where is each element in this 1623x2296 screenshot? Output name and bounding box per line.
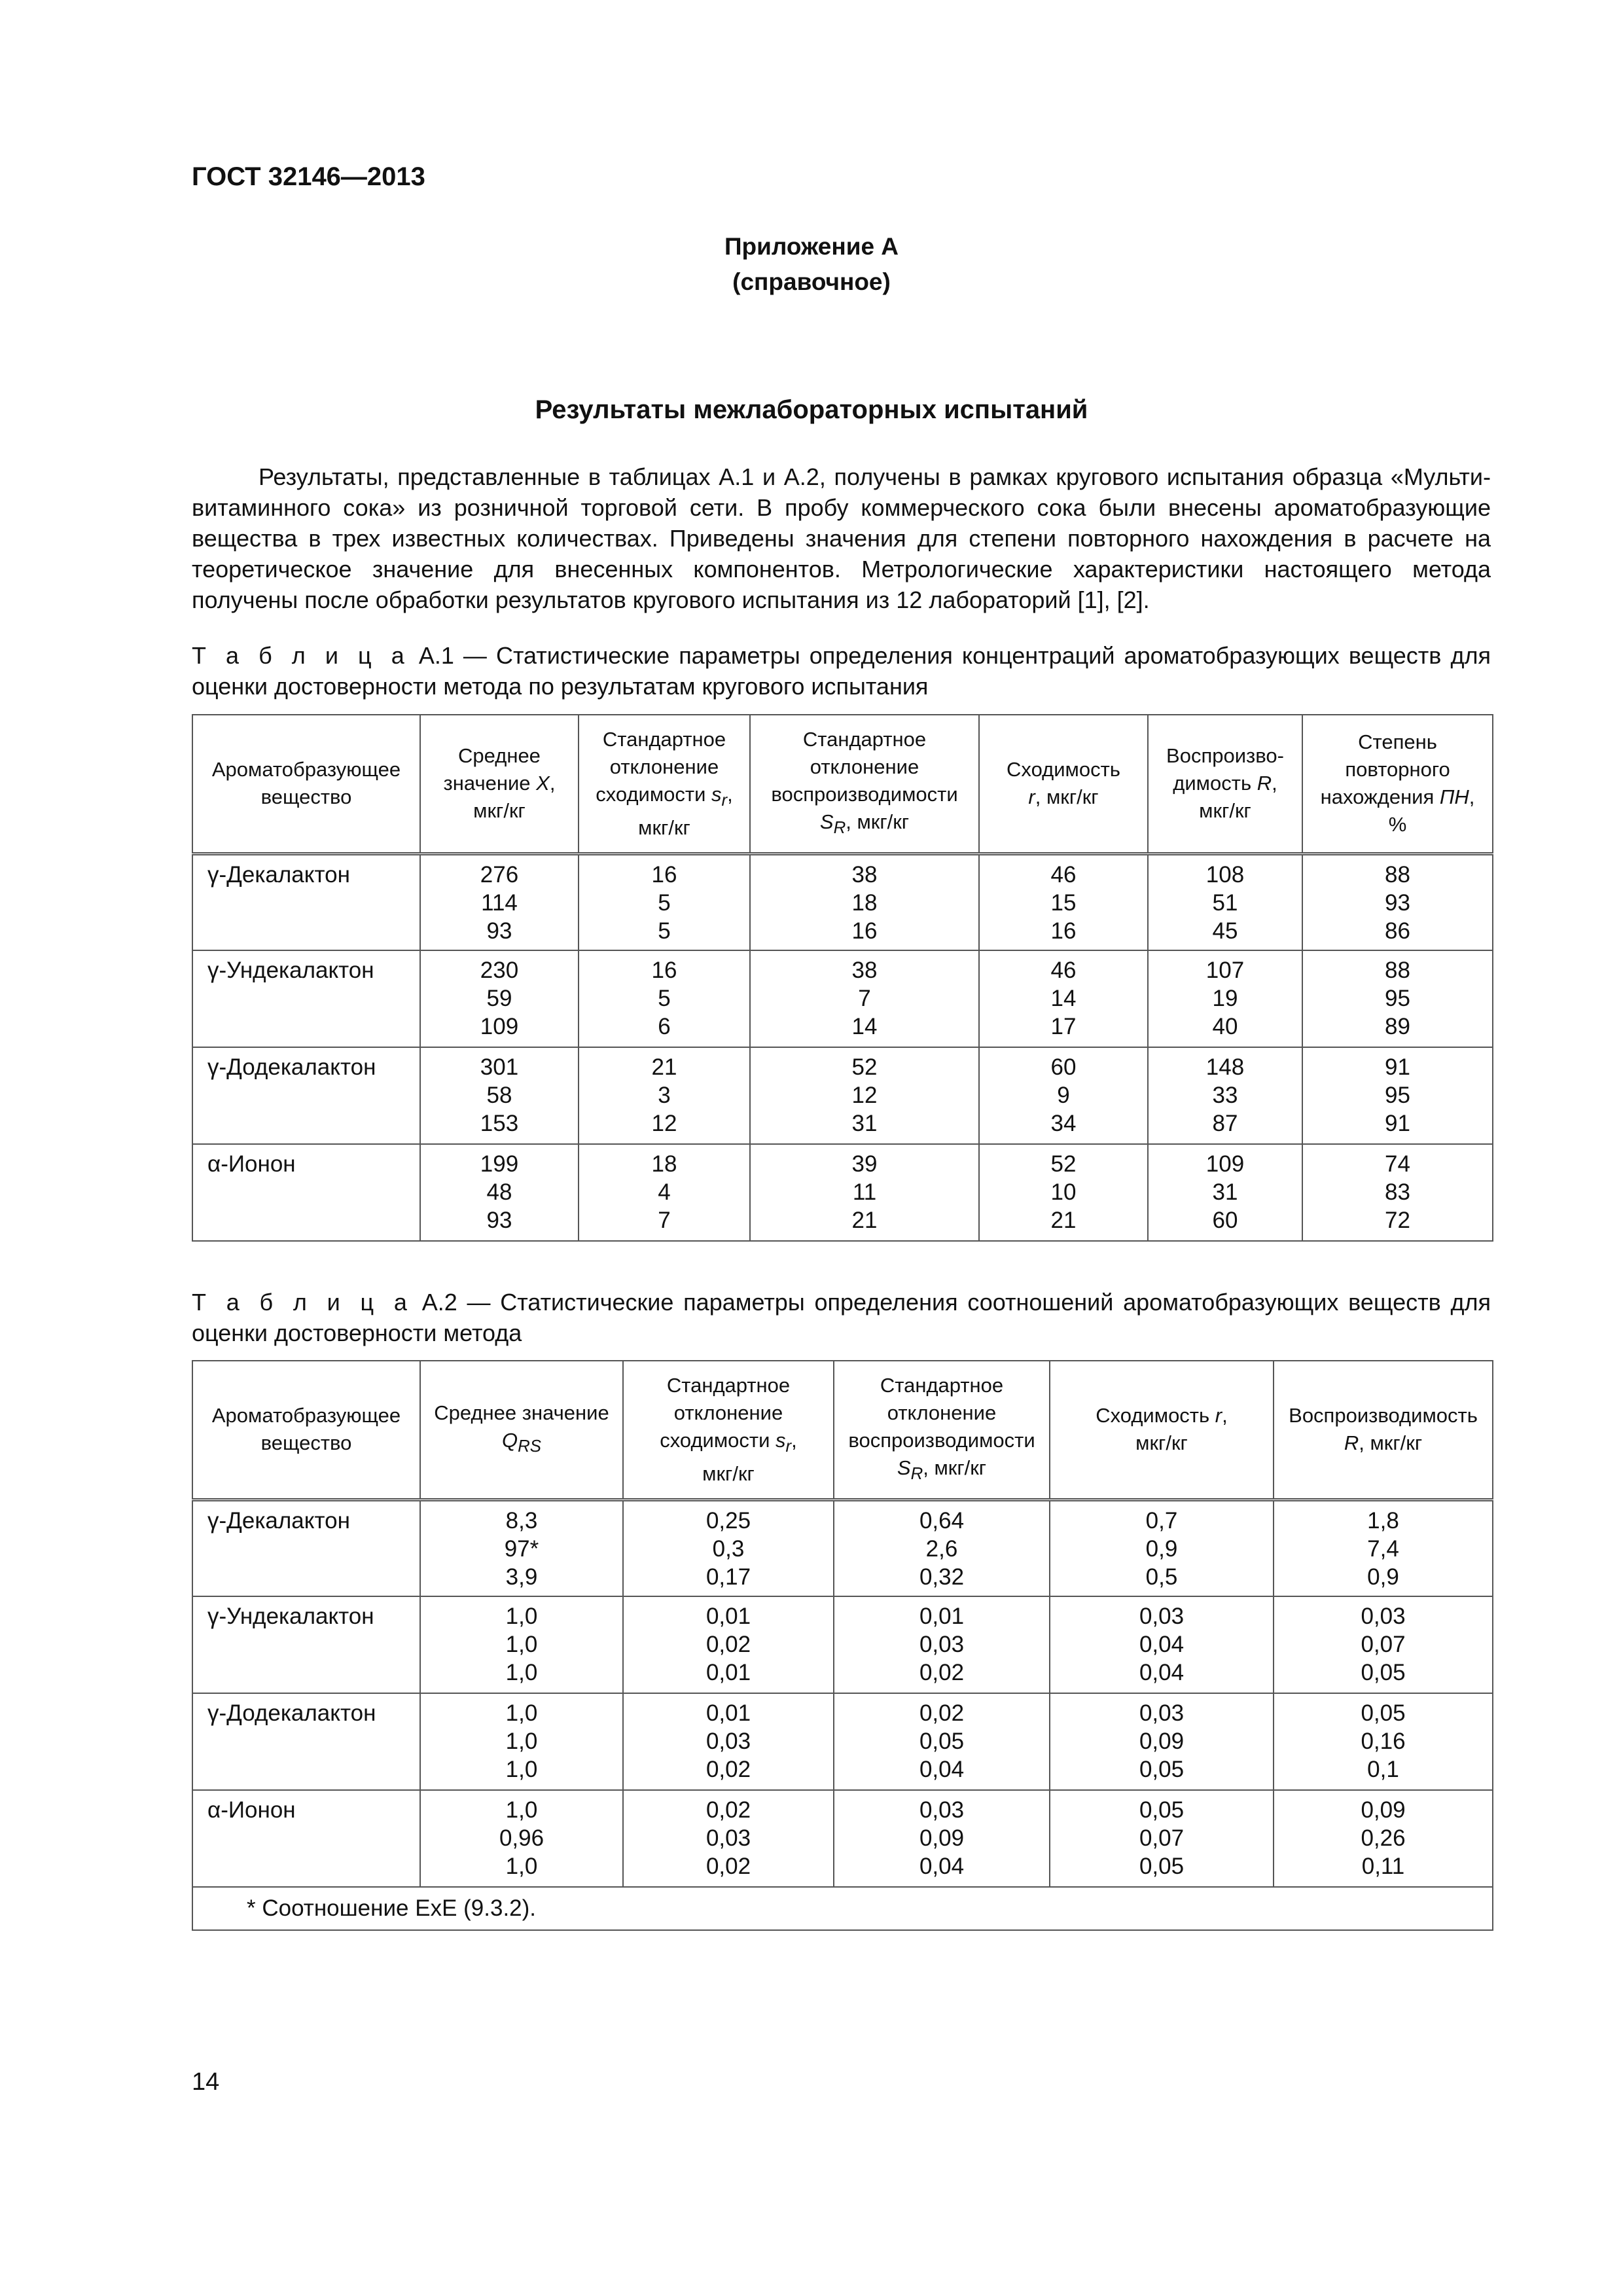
cell-value: 0,02 <box>705 1632 751 1657</box>
cell-value: 0,05 <box>1139 1757 1185 1782</box>
value-cell-R <box>1148 950 1302 1047</box>
cell-value: 93 <box>1385 889 1410 916</box>
cell-value: 91 <box>1385 1111 1410 1136</box>
cell-value: 7,4 <box>1367 1535 1399 1562</box>
cell-value: 0,01 <box>705 1604 751 1629</box>
cell-value: 3 <box>658 1083 671 1108</box>
cell-value: 0,02 <box>705 1797 751 1823</box>
cell-value: 0,01 <box>705 1660 751 1685</box>
cell-value: 0,07 <box>1139 1825 1185 1851</box>
table1-header-row <box>192 715 1493 853</box>
cell-value: 0,64 <box>919 1507 965 1534</box>
cell-value: 0,03 <box>1139 1700 1185 1726</box>
cell-value: 40 <box>1212 1014 1238 1039</box>
cell-value: 0,11 <box>1361 1854 1405 1879</box>
value-cell-sr <box>579 950 750 1047</box>
cell-value: 0,5 <box>1145 1564 1178 1590</box>
cell-value: 95 <box>1385 986 1410 1011</box>
table1-header-substance: Ароматобразующее вещество <box>192 715 420 853</box>
cell-value: 0,09 <box>919 1825 965 1851</box>
cell-value: 16 <box>1050 918 1077 944</box>
cell-value: 0,05 <box>919 1729 965 1754</box>
cell-value: 108 <box>1205 861 1245 888</box>
cell-value: 107 <box>1205 958 1245 983</box>
cell-value: 0,1 <box>1367 1757 1399 1782</box>
cell-value: 0,7 <box>1145 1507 1178 1534</box>
value-cell-SR <box>750 853 979 950</box>
cell-value: 1,0 <box>505 1729 538 1754</box>
table-row <box>192 1596 1493 1693</box>
value-cell-R <box>1274 1790 1493 1887</box>
cell-value: 93 <box>486 918 512 944</box>
cell-value: 0,02 <box>705 1757 751 1782</box>
table-2 <box>192 1360 1493 1931</box>
cell-value: 89 <box>1385 1014 1410 1039</box>
cell-value: 153 <box>480 1111 519 1136</box>
value-cell-sr <box>623 1596 834 1693</box>
cell-value: 21 <box>1050 1208 1077 1233</box>
cell-value: 1,8 <box>1367 1507 1399 1534</box>
substance-cell: γ-Декалактон <box>192 1499 420 1596</box>
cell-value: 52 <box>1050 1151 1077 1177</box>
cell-value: 0,03 <box>1361 1604 1406 1629</box>
cell-value: 0,26 <box>1361 1825 1406 1851</box>
value-cell-R <box>1274 1596 1493 1693</box>
table2-header-R: Воспроизводимость R, мкг/кг <box>1274 1361 1493 1499</box>
value-cell-R <box>1274 1693 1493 1790</box>
cell-value: 0,04 <box>919 1854 965 1879</box>
cell-value: 39 <box>851 1151 878 1177</box>
substance-cell: γ-Додекалактон <box>192 1693 420 1790</box>
value-cell-r <box>1050 1693 1274 1790</box>
cell-value: 109 <box>480 1014 519 1039</box>
cell-value: 9 <box>1057 1083 1070 1108</box>
value-cell-r <box>979 1144 1148 1241</box>
value-cell-q <box>420 1790 623 1887</box>
cell-value: 0,9 <box>1145 1535 1178 1562</box>
cell-value: 0,03 <box>705 1825 751 1851</box>
table1-caption <box>192 640 1491 702</box>
document-code: ГОСТ 32146—2013 <box>192 162 425 191</box>
cell-value: 0,03 <box>705 1729 751 1754</box>
table2-header-r: Сходимость r, мкг/кг <box>1050 1361 1274 1499</box>
table2-label: Т а б л и ц а <box>192 1289 412 1316</box>
value-cell-SR <box>834 1499 1050 1596</box>
cell-value: 1,0 <box>505 1854 538 1879</box>
value-cell-pn <box>1302 853 1493 950</box>
intro-text: Результаты, представленные в таблицах А.1 и А.2, получены в рамках кругового испытания образца «Мульти-витаминного сока» из розничной торговой сети. В пробу коммерческого сока были внесены ароматобразующие вещества в трех известных количествах. Приведены значения для степени повторного нахождения в расчете на теоретическое значение для внесенных компонентов. Метрологические характеристики настоящего метода получены после обработки результатов кругового испытания из 12 лабораторий [1], [2]. <box>192 463 1491 613</box>
cell-value: 0,32 <box>919 1564 965 1590</box>
value-cell-R <box>1274 1499 1493 1596</box>
cell-value: 5 <box>658 986 671 1011</box>
cell-value: 276 <box>480 861 519 888</box>
value-cell-r <box>1050 1596 1274 1693</box>
cell-value: 3,9 <box>505 1564 538 1590</box>
cell-value: 0,02 <box>919 1700 965 1726</box>
cell-value: 88 <box>1385 861 1410 888</box>
value-cell-sr <box>579 1144 750 1241</box>
value-cell-R <box>1148 853 1302 950</box>
cell-value: 52 <box>851 1054 878 1080</box>
cell-value: 16 <box>651 861 677 888</box>
cell-value: 230 <box>480 958 519 983</box>
cell-value: 16 <box>851 918 878 944</box>
value-cell-SR <box>834 1790 1050 1887</box>
table-row <box>192 1790 1493 1887</box>
cell-value: 0,9 <box>1367 1564 1399 1590</box>
table2-footnote: * Соотношение ExE (9.3.2). <box>192 1887 1493 1930</box>
cell-value: 38 <box>851 958 878 983</box>
cell-value: 16 <box>651 958 677 983</box>
cell-value: 91 <box>1385 1054 1410 1080</box>
cell-value: 199 <box>480 1151 519 1177</box>
value-cell-sr <box>623 1499 834 1596</box>
value-cell-sr <box>623 1790 834 1887</box>
cell-value: 60 <box>1050 1054 1077 1080</box>
substance-cell: γ-Додекалактон <box>192 1047 420 1144</box>
cell-value: 7 <box>858 986 871 1011</box>
cell-value: 21 <box>651 1054 677 1080</box>
cell-value: 0,03 <box>919 1797 965 1823</box>
table1-header-sr: Стандартное отклонение сходимости $s_r$, мкг/кг <box>579 715 750 853</box>
cell-value: 0,25 <box>705 1507 751 1534</box>
cell-value: 58 <box>486 1083 512 1108</box>
cell-value: 1,0 <box>505 1604 538 1629</box>
cell-value: 0,02 <box>919 1660 965 1685</box>
value-cell-r <box>979 1047 1148 1144</box>
table2-caption-text: А.2 — Статистические параметры определения соотношений ароматобразующих веществ для оценки достоверности метода <box>192 1289 1491 1346</box>
cell-value: 18 <box>851 889 878 916</box>
cell-value: 34 <box>1050 1111 1077 1136</box>
value-cell-SR <box>750 1047 979 1144</box>
value-cell-r <box>1050 1790 1274 1887</box>
cell-value: 0,07 <box>1361 1632 1406 1657</box>
cell-value: 0,04 <box>1139 1660 1185 1685</box>
substance-cell: γ-Декалактон <box>192 853 420 950</box>
value-cell-q <box>420 1499 623 1596</box>
value-cell-R <box>1148 1144 1302 1241</box>
cell-value: 0,09 <box>1361 1797 1406 1823</box>
cell-value: 14 <box>1050 986 1077 1011</box>
cell-value: 1,0 <box>505 1700 538 1726</box>
value-cell-sr <box>579 1047 750 1144</box>
substance-cell: α-Ионон <box>192 1144 420 1241</box>
cell-value: 83 <box>1385 1179 1410 1205</box>
cell-value: 97* <box>504 1535 539 1562</box>
cell-value: 1,0 <box>505 1797 538 1823</box>
value-cell-sr <box>623 1693 834 1790</box>
cell-value: 0,17 <box>705 1564 751 1590</box>
cell-value: 0,96 <box>499 1825 544 1851</box>
intro-paragraph <box>192 461 1491 615</box>
cell-value: 0,05 <box>1361 1700 1406 1726</box>
cell-value: 17 <box>1050 1014 1077 1039</box>
table2-header-SR: Стандартное отклонение воспроизводимости $S_R$, мкг/кг <box>834 1361 1050 1499</box>
cell-value: 19 <box>1212 986 1238 1011</box>
substance-cell: γ-Ундекалактон <box>192 1596 420 1693</box>
cell-value: 0,01 <box>705 1700 751 1726</box>
cell-value: 18 <box>651 1151 677 1177</box>
value-cell-SR <box>750 1144 979 1241</box>
table-row <box>192 1693 1493 1790</box>
value-cell-sr <box>579 853 750 950</box>
value-cell-R <box>1148 1047 1302 1144</box>
cell-value: 0,3 <box>712 1535 745 1562</box>
value-cell-r <box>1050 1499 1274 1596</box>
page-number: 14 <box>192 2068 220 2096</box>
cell-value: 60 <box>1212 1208 1238 1233</box>
cell-value: 1,0 <box>505 1632 538 1657</box>
cell-value: 93 <box>486 1208 512 1233</box>
value-cell-q <box>420 1693 623 1790</box>
cell-value: 31 <box>1212 1179 1238 1205</box>
cell-value: 8,3 <box>505 1507 538 1534</box>
table2-header-sr: Стандартное отклонение сходимости $s_r$, мкг/кг <box>623 1361 834 1499</box>
cell-value: 7 <box>658 1208 671 1233</box>
table-row <box>192 950 1493 1047</box>
table1-caption-text: А.1 — Статистические параметры определения концентраций ароматобразующих веществ для оценки достоверности метода по результатам кругового испытания <box>192 642 1491 700</box>
value-cell-x <box>420 1047 579 1144</box>
cell-value: 0,05 <box>1139 1854 1185 1879</box>
cell-value: 1,0 <box>505 1660 538 1685</box>
cell-value: 46 <box>1050 958 1077 983</box>
table-row <box>192 1047 1493 1144</box>
cell-value: 0,03 <box>1139 1604 1185 1629</box>
cell-value: 1,0 <box>505 1757 538 1782</box>
cell-value: 0,05 <box>1361 1660 1406 1685</box>
value-cell-x <box>420 853 579 950</box>
cell-value: 0,04 <box>1139 1632 1185 1657</box>
cell-value: 38 <box>851 861 878 888</box>
value-cell-r <box>979 853 1148 950</box>
cell-value: 12 <box>851 1083 878 1108</box>
cell-value: 72 <box>1385 1208 1410 1233</box>
cell-value: 109 <box>1205 1151 1245 1177</box>
cell-value: 12 <box>651 1111 677 1136</box>
table-row <box>192 1499 1493 1596</box>
appendix-subtitle: (справочное) <box>732 268 891 295</box>
value-cell-x <box>420 950 579 1047</box>
table-1 <box>192 714 1493 1242</box>
appendix-title: Приложение А <box>724 233 899 260</box>
cell-value: 114 <box>481 889 518 916</box>
cell-value: 2,6 <box>925 1535 958 1562</box>
cell-value: 0,09 <box>1139 1729 1185 1754</box>
cell-value: 0,02 <box>705 1854 751 1879</box>
cell-value: 11 <box>852 1179 877 1205</box>
value-cell-SR <box>834 1693 1050 1790</box>
table1-header-R: Воспроизво- димость R, мкг/кг <box>1148 715 1302 853</box>
cell-value: 46 <box>1050 861 1077 888</box>
value-cell-pn <box>1302 1144 1493 1241</box>
cell-value: 21 <box>851 1208 878 1233</box>
table2-footnote-row <box>192 1887 1493 1930</box>
cell-value: 0,04 <box>919 1757 965 1782</box>
table2-header-row <box>192 1361 1493 1499</box>
cell-value: 86 <box>1385 918 1410 944</box>
cell-value: 51 <box>1212 889 1238 916</box>
cell-value: 5 <box>658 889 671 916</box>
table1-header-mean: Среднее значение X, мкг/кг <box>420 715 579 853</box>
substance-cell: α-Ионон <box>192 1790 420 1887</box>
cell-value: 15 <box>1050 889 1077 916</box>
cell-value: 14 <box>851 1014 878 1039</box>
table1-header-pn: Степень повторного нахождения ПН, % <box>1302 715 1493 853</box>
table1-header-r: Сходимость r, мкг/кг <box>979 715 1148 853</box>
value-cell-q <box>420 1596 623 1693</box>
table-row <box>192 1144 1493 1241</box>
section-heading: Результаты межлабораторных испытаний <box>535 395 1088 424</box>
cell-value: 88 <box>1385 958 1410 983</box>
cell-value: 0,03 <box>919 1632 965 1657</box>
value-cell-SR <box>750 950 979 1047</box>
appendix-title-block <box>0 229 1623 300</box>
cell-value: 95 <box>1385 1083 1410 1108</box>
cell-value: 74 <box>1385 1151 1410 1177</box>
cell-value: 10 <box>1050 1179 1077 1205</box>
cell-value: 87 <box>1212 1111 1238 1136</box>
cell-value: 0,05 <box>1139 1797 1185 1823</box>
value-cell-pn <box>1302 1047 1493 1144</box>
cell-value: 6 <box>658 1014 671 1039</box>
value-cell-r <box>979 950 1148 1047</box>
table-row <box>192 853 1493 950</box>
cell-value: 301 <box>480 1054 519 1080</box>
value-cell-SR <box>834 1596 1050 1693</box>
cell-value: 48 <box>486 1179 512 1205</box>
table1-header-SR: Стандартное отклонение воспроизводимости $S_R$, мкг/кг <box>750 715 979 853</box>
value-cell-x <box>420 1144 579 1241</box>
cell-value: 0,16 <box>1361 1729 1406 1754</box>
cell-value: 4 <box>658 1179 671 1205</box>
cell-value: 0,01 <box>919 1604 965 1629</box>
cell-value: 33 <box>1212 1083 1238 1108</box>
table2-header-mean: Среднее значение $Q_{RS}$ <box>420 1361 623 1499</box>
cell-value: 45 <box>1212 918 1238 944</box>
cell-value: 5 <box>658 918 671 944</box>
cell-value: 148 <box>1205 1054 1245 1080</box>
table1-label: Т а б л и ц а <box>192 642 410 669</box>
cell-value: 59 <box>486 986 512 1011</box>
table2-header-substance: Ароматобразующее вещество <box>192 1361 420 1499</box>
value-cell-pn <box>1302 950 1493 1047</box>
substance-cell: γ-Ундекалактон <box>192 950 420 1047</box>
cell-value: 31 <box>851 1111 878 1136</box>
table2-caption <box>192 1287 1491 1348</box>
